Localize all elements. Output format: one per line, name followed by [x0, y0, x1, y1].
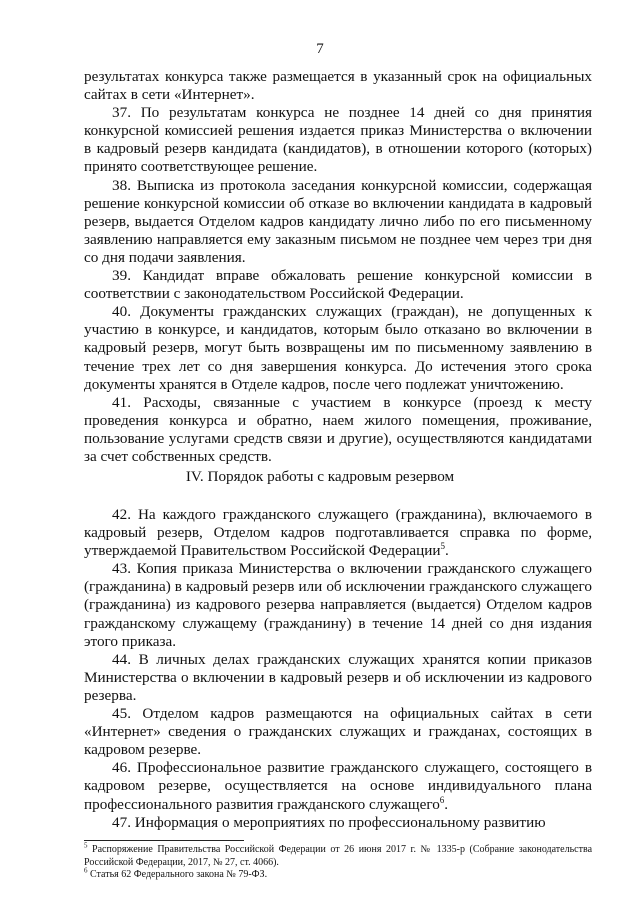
paragraph-43: 43. Копия приказа Министерства о включении гражданского служащего (гражданина) в кадровый резерв или об исключении гражданского служащего (гражданина) из кадрового резерва направляется (выдается) Отделом кадров гражданскому служащему (гражданину) в течение 14 дней со дня издания этого приказа.	[84, 560, 592, 650]
paragraph-37: 37. По результатам конкурса не позднее 14 дней со дня принятия конкурсной комиссией решения издается приказ Министерства о включении в кадровый резерв кандидата (кандидатов), в отношении которого (которых) принято соответствующее решение.	[84, 104, 592, 176]
body-text-bottom	[84, 506, 592, 832]
section-heading: IV. Порядок работы с кадровым резервом	[185, 468, 455, 485]
paragraph-47: 47. Информация о мероприятиях по профессиональному развитию	[112, 813, 546, 831]
paragraph-42	[84, 506, 592, 560]
footnote-6-text: Статья 62 Федерального закона № 79-ФЗ.	[90, 869, 268, 880]
footnote-5-mark: 5	[84, 841, 88, 850]
paragraph-40: 40. Документы гражданских служащих (граждан), не допущенных к участию в конкурсе, и кандидатов, которым было отказано во включении в кадровый резерв, могут быть возвращены им по письменному заявлению в течение трех лет со дня завершения конкурса. До истечения этого срока документы хранятся в Отделе кадров, после чего подлежат уничтожению.	[84, 303, 592, 393]
paragraph-44: 44. В личных делах гражданских служащих хранятся копии приказов Министерства о включении в кадровый резерв и об исключении из кадрового резерва.	[84, 650, 592, 704]
paragraph-39: 39. Кандидат вправе обжаловать решение конкурсной комиссии в соответствии с законодательством Российской Федерации.	[84, 267, 592, 303]
footnote-6-mark: 6	[84, 866, 88, 875]
footnote-5-text: Распоряжение Правительства Российской Федерации от 26 июня 2017 г. № 1335-р (Собрание законодательства Российской Федерации, 2017, № 27, ст. 4066).	[84, 844, 593, 868]
paragraph-46-text: 46. Профессиональное развитие гражданского служащего, состоящего в кадровом резерве, осуществляется на основе индивидуального плана профессионального развития гражданского служащего	[84, 759, 592, 813]
paragraph-46	[84, 759, 592, 813]
page-number: 7	[316, 41, 324, 57]
paragraph-46-tail: .	[444, 795, 449, 813]
paragraph-42-text: 42. На каждого гражданского служащего (гражданина), включаемого в кадровый резерв, Отделом кадров подготавливается справка по форме, утверждаемой Правительством Российской Федерации	[84, 506, 592, 560]
footnotes	[84, 841, 593, 882]
footnote-6	[84, 866, 592, 882]
footnote-ref-5: 5	[440, 541, 445, 552]
footnote-ref-6: 6	[439, 794, 445, 805]
paragraph-45: 45. Отделом кадров размещаются на официальных сайтах в сети «Интернет» сведения о гражданских служащих и гражданах, состоящих в кадровом резерве.	[84, 705, 592, 759]
paragraph-36-continuation: результатах конкурса также размещается в указанный срок на официальных сайтах в сети «Интернет».	[84, 68, 592, 104]
footnote-separator	[84, 840, 244, 841]
footnote-5	[84, 841, 593, 869]
paragraph-42-tail: .	[445, 542, 449, 560]
body-text-top	[84, 68, 592, 466]
paragraph-38: 38. Выписка из протокола заседания конкурсной комиссии, содержащая решение конкурсной комиссии об отказе во включении кандидата в кадровый резерв, выдается Отделом кадров кандидату лично либо по его письменному заявлению направляется ему заказным письмом не позднее чем через три дня со дня подачи заявления.	[84, 176, 592, 266]
paragraph-41: 41. Расходы, связанные с участием в конкурсе (проезд к месту проведения конкурса и обратно, наем жилого помещения, проживание, пользование услугами средств связи и другие), осуществляются кандидатами за счет собственных средств.	[84, 393, 592, 465]
